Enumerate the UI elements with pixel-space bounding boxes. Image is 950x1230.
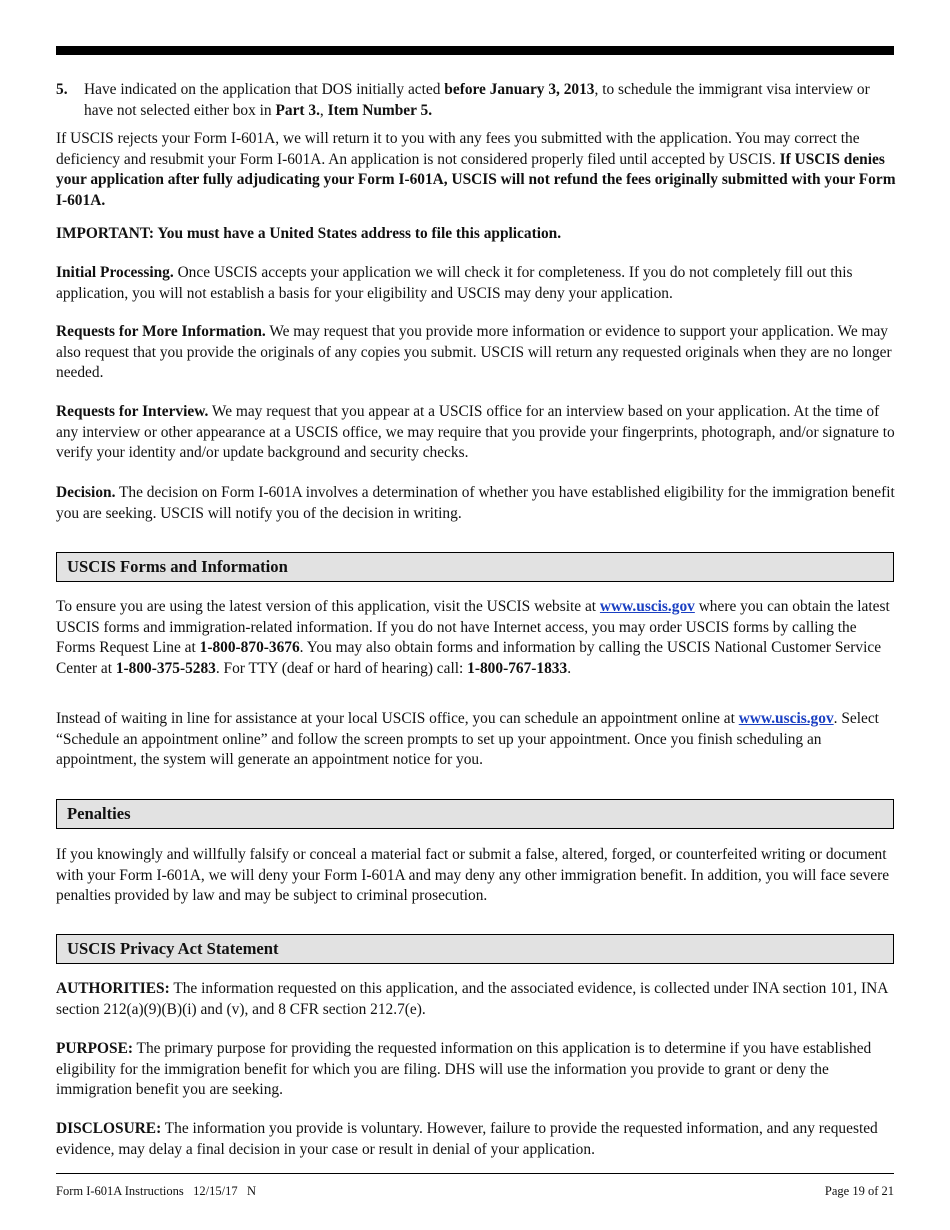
footer-edition: 12/15/17 — [193, 1184, 238, 1198]
decision-paragraph: Decision. The decision on Form I-601A involves a determination of whether you have established eligibility for the immigration benefit you are seeking. USCIS will notify you of the decision in writing. — [56, 484, 895, 522]
item-number: 5. — [56, 81, 68, 98]
forms-info-paragraph: To ensure you are using the latest version of this application, visit the USCIS website at www.uscis.gov where you can obtain the latest USCIS forms and immigration-related information. If you do not have Internet access, you may order USCIS forms by calling the Forms Request Line at 1-800-870-3676. You may also obtain forms and information by calling the USCIS National Customer Service Center at 1-800-375-5283. For TTY (deaf or hard of hearing) call: 1-800-767-1833. — [56, 598, 890, 677]
penalties-paragraph: If you knowingly and willfully falsify or conceal a material fact or submit a false, altered, forged, or counterfeited writing or document with your Form I-601A, we will deny your Form I-601A and may deny any other immigration benefit. In addition, you will face severe penalties provided by law and may be subject to criminal prosecution. — [56, 846, 890, 905]
footer-page-number: Page 19 of 21 — [824, 1184, 894, 1198]
forms-request-phone: 1-800-870-3676 — [199, 639, 300, 657]
top-rule — [56, 46, 894, 55]
section-heading-forms-info: USCIS Forms and Information — [56, 552, 894, 582]
footer-form-id — [56, 1183, 256, 1199]
item-text: Have indicated on the application that DOS initially acted before January 3, 2013, to schedule the immigrant visa interview or have not selected either box in Part 3., Item Number 5. — [84, 81, 870, 119]
section-heading-privacy-act: USCIS Privacy Act Statement — [56, 934, 894, 964]
footer-rule — [56, 1173, 894, 1174]
more-info-paragraph: Requests for More Information. We may request that you provide more information or evidence to support your application. We may also request that you provide the originals of any copies you submit. USCIS will return any requested originals when they are no longer needed. — [56, 323, 892, 382]
footer-edition-letter: N — [246, 1184, 257, 1198]
important-notice: IMPORTANT: You must have a United States address to file this application. — [56, 225, 562, 242]
uscis-website-link[interactable]: www.uscis.gov — [599, 598, 695, 615]
disclosure-paragraph: DISCLOSURE: The information you provide is voluntary. However, failure to provide the requested information, and any requested evidence, may delay a final decision in your case or result in denial of your application. — [56, 1120, 878, 1158]
authorities-paragraph: AUTHORITIES: The information requested on this application, and the associated evidence, is collected under INA section 101, INA section 212(a)(9)(B)(i) and (v), and 8 CFR section 212.7(e). — [56, 980, 888, 1018]
rejection-paragraph: If USCIS rejects your Form I-601A, we will return it to you with any fees you submitted with the application. You may correct the deficiency and resubmit your Form I-601A. An application is not considered properly filed until accepted by USCIS. If USCIS denies your application after fully adjudicating your Form I-601A, USCIS will not refund the fees originally submitted with your Form I-601A. — [56, 130, 896, 209]
uscis-website-link-2[interactable]: www.uscis.gov — [738, 710, 834, 727]
appointment-paragraph: Instead of waiting in line for assistance at your local USCIS office, you can schedule an appointment online at www.uscis.gov. Select “Schedule an appointment online” and follow the screen prompts to set up your appointment. Once you finish scheduling an appointment, the system will generate an appointment notice for you. — [56, 710, 879, 769]
initial-processing-paragraph: Initial Processing. Once USCIS accepts your application we will check it for completeness. If you do not completely fill out this application, you will not establish a basis for your eligibility and USCIS may deny your application. — [56, 264, 853, 302]
section-heading-penalties: Penalties — [56, 799, 894, 829]
list-item-5 — [56, 80, 896, 121]
interview-paragraph: Requests for Interview. We may request that you appear at a USCIS office for an interview based on your application. At the time of any interview or other appearance at a USCIS office, we may require that you provide your fingerprints, photograph, and/or signature to verify your identity and/or update background and security checks. — [56, 403, 895, 462]
tty-phone: 1-800-767-1833 — [467, 659, 568, 677]
footer-form-name: Form I-601A Instructions — [56, 1184, 184, 1198]
purpose-paragraph: PURPOSE: The primary purpose for providing the requested information on this application is to determine if you have established eligibility for the immigration benefit for which you are filing. DHS will use the information you provide to grant or deny the immigration benefit you are seeking. — [56, 1040, 872, 1099]
customer-service-phone: 1-800-375-5283 — [115, 659, 216, 677]
